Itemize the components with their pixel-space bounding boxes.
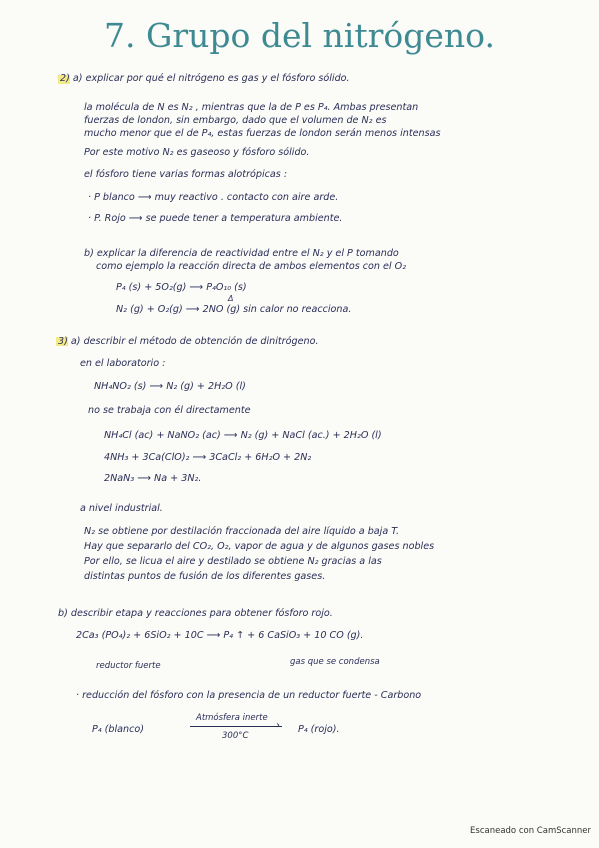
question-3a: 3) a) describir el método de obtención de dinitrógeno. (58, 336, 319, 347)
question-2b: b) explicar la diferencia de reactividad entre el N₂ y el P tomando (84, 248, 399, 259)
section-heading: a nivel industrial. (80, 503, 163, 514)
reaction-annotation: gas que se condensa (290, 657, 380, 667)
text-line: Por ello, se licua el aire y destilado se obtiene N₂ gracias a las (84, 556, 382, 567)
reaction-condition: 300°C (222, 731, 249, 741)
text-line: · reducción del fósforo con la presencia de un reductor fuerte - Carbono (76, 690, 422, 701)
text-line: el fósforo tiene varias formas alotrópicas : (84, 169, 288, 180)
reaction: 4NH₃ + 3Ca(ClO)₂ ⟶ 3CaCl₂ + 6H₂O + 2N₂ (104, 452, 312, 463)
text-line: no se trabaja con él directamente (88, 405, 251, 416)
text-line: en el laboratorio : (80, 358, 166, 369)
reaction: 2NaN₃ ⟶ Na + 3N₂. (104, 473, 202, 484)
reaction: N₂ (g) + O₂(g) ⟶ 2NO (g) sin calor no reacciona. (116, 304, 352, 315)
text-line: Hay que separarlo del CO₂, O₂, vapor de agua y de algunos gases nobles (84, 541, 435, 552)
reaction-annotation: reductor fuerte (96, 661, 161, 671)
reaction: NH₄NO₂ (s) ⟶ N₂ (g) + 2H₂O (l) (94, 381, 246, 392)
text-line: Por este motivo N₂ es gaseoso y fósforo sólido. (84, 147, 310, 158)
reaction-arrow (190, 726, 282, 727)
text-line: N₂ se obtiene por destilación fraccionada del aire líquido a baja T. (84, 526, 400, 537)
reaction-reactant: P₄ (blanco) (92, 724, 145, 735)
reaction: P₄ (s) + 5O₂(g) ⟶ P₄O₁₀ (s) (116, 282, 247, 293)
text-line: · P blanco ⟶ muy reactivo . contacto con aire arde. (88, 192, 339, 203)
reaction-condition: Atmósfera inerte (196, 713, 268, 723)
question-2a: 2) a) explicar por qué el nitrógeno es gas y el fósforo sólido. (60, 73, 350, 84)
page-title: 7. Grupo del nitrógeno. (104, 16, 495, 55)
reaction: NH₄Cl (ac) + NaNO₂ (ac) ⟶ N₂ (g) + NaCl (ac.) + 2H₂O (l) (104, 430, 382, 441)
text-line: distintas puntos de fusión de los diferentes gases. (84, 571, 326, 582)
reaction: 2Ca₃ (PO₄)₂ + 6SiO₂ + 10C ⟶ P₄ ↑ + 6 CaSiO₃ + 10 CO (g). (76, 630, 364, 641)
reaction-product: P₄ (rojo). (298, 724, 340, 735)
reaction-arrow-head: › (276, 720, 280, 731)
scanner-watermark: Escaneado con CamScanner (470, 826, 591, 836)
text-line: la molécula de N es N₂ , mientras que la de P es P₄. Ambas presentan (84, 102, 419, 113)
reaction-condition: Δ (228, 294, 234, 303)
text-line: mucho menor que el de P₄, estas fuerzas de london serán menos intensas (84, 128, 441, 139)
text-line: · P. Rojo ⟶ se puede tener a temperatura ambiente. (88, 213, 343, 224)
text-line: como ejemplo la reacción directa de ambos elementos con el O₂ (96, 261, 407, 272)
question-3b: b) describir etapa y reacciones para obtener fósforo rojo. (58, 608, 333, 619)
text-line: fuerzas de london, sin embargo, dado que el volumen de N₂ es (84, 115, 387, 126)
